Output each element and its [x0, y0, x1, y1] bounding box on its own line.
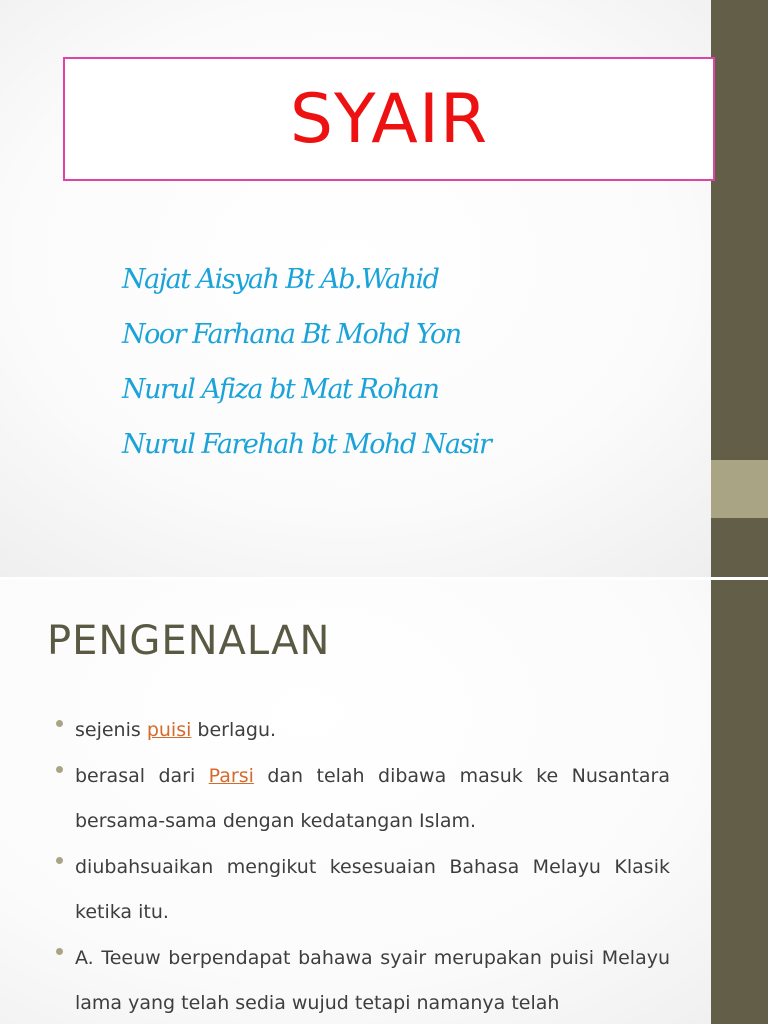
bullet-text: berlagu.: [191, 719, 277, 741]
bullet-dot-icon: [56, 766, 63, 773]
bullet-dot-icon: [56, 948, 63, 955]
bullet-list: [56, 708, 670, 1024]
parsi-link[interactable]: Parsi: [208, 765, 254, 787]
author-list: [122, 258, 490, 478]
bullet-item: [56, 754, 670, 844]
slide-side-accent: [711, 460, 768, 518]
author-name: Najat Aisyah Bt Ab.Wahid: [122, 264, 439, 295]
bullet-item: [56, 708, 670, 753]
bullet-item: [56, 845, 670, 935]
bullet-item: [56, 936, 670, 1024]
bullet-dot-icon: [56, 857, 63, 864]
bullet-dot-icon: [56, 720, 63, 727]
puisi-link[interactable]: puisi: [146, 719, 192, 741]
slide-side-bar: [711, 580, 768, 1024]
bullet-text: sejenis: [75, 719, 147, 741]
title-box: [63, 57, 715, 181]
author-name: Noor Farhana Bt Mohd Yon: [122, 319, 461, 350]
introduction-slide: [0, 580, 768, 1024]
author-name: Nurul Farehah bt Mohd Nasir: [122, 429, 491, 460]
section-heading: PENGENALAN: [47, 618, 331, 664]
bullet-text: berasal dari: [75, 765, 209, 787]
author-name: Nurul Afiza bt Mat Rohan: [122, 374, 439, 405]
bullet-text: dan telah dibawa masuk ke Nusantara bersama-sama dengan kedatangan Islam.: [75, 765, 670, 832]
bullet-text: A. Teeuw berpendapat bahawa syair merupakan puisi Melayu lama yang telah sedia wujud tetapi namanya telah: [75, 947, 670, 1014]
slide-title: SYAIR: [289, 79, 489, 159]
bullet-text: diubahsuaikan mengikut kesesuaian Bahasa Melayu Klasik ketika itu.: [75, 856, 670, 923]
